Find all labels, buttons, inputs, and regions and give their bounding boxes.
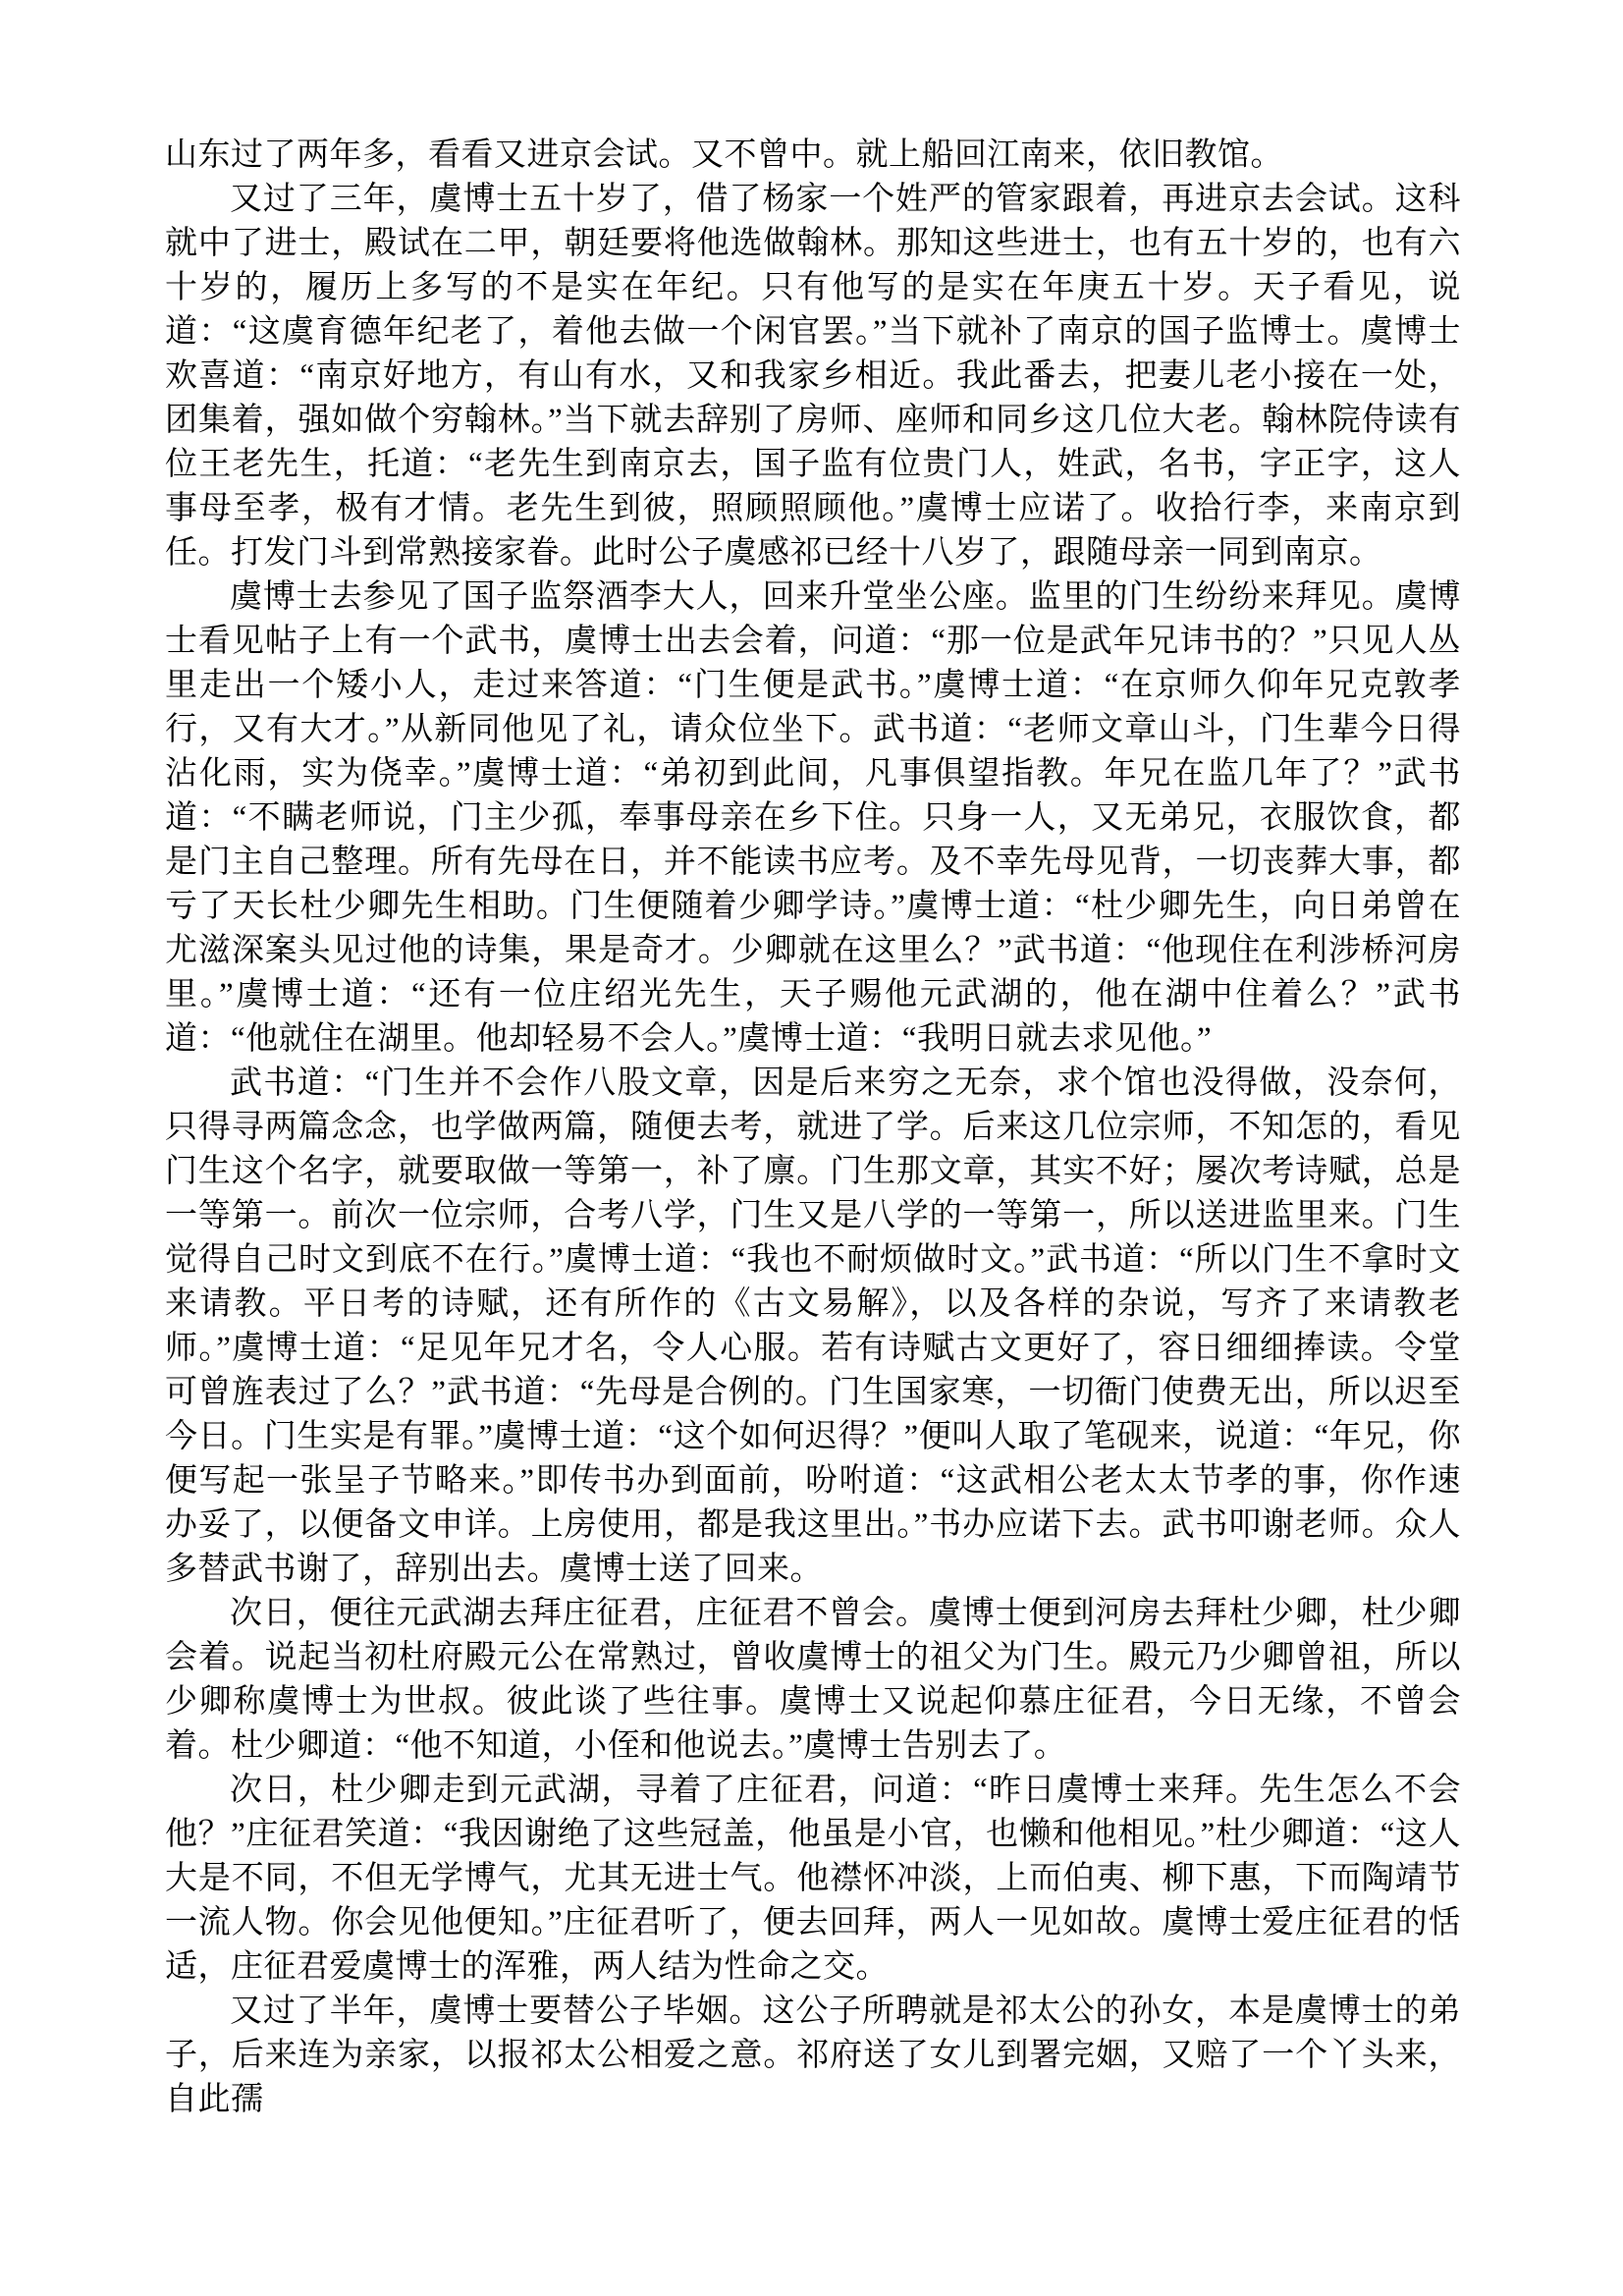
paragraph-5: 次日，便往元武湖去拜庄征君，庄征君不曾会。虞博士便到河房去拜杜少卿，杜少卿会着。说起当初杜府殿元公在常熟过，曾收虞博士的祖父为门生。殿元乃少卿曾祖，所以少卿称虞博士为世叔。彼此谈了些往事。虞博士又说起仰慕庄征君，今日无缘，不曾会着。杜少卿道：“他不知道，小侄和他说去。”虞博士告别去了。 <box>165 1596 1461 1764</box>
paragraph-7: 又过了半年，虞博士要替公子毕姻。这公子所聘就是祁太公的孙女，本是虞博士的弟子，后来连为亲家，以报祁太公相爱之意。祁府送了女儿到署完姻，又赔了一个丫头来，自此孺 <box>165 1994 1461 2117</box>
paragraph-1: 山东过了两年多，看看又进京会试。又不曾中。就上船回江南来，依旧教馆。 <box>165 137 1283 173</box>
paragraph-6: 次日，杜少卿走到元武湖，寻着了庄征君，问道：“昨日虞博士来拜。先生怎么不会他？”庄征君笑道：“我因谢绝了这些冠盖，他虽是小官，也懒和他相见。”杜少卿道：“这人大是不同，不但无学博气，尤其无进士气。他襟怀冲淡，上而伯夷、柳下惠，下而陶靖节一流人物。你会见他便知。”庄征君听了，便去回拜，两人一见如故。虞博士爱庄征君的恬适，庄征君爱虞博士的浑雅，两人结为性命之交。 <box>165 1773 1461 1985</box>
paragraph-4: 武书道：“门生并不会作八股文章，因是后来穷之无奈，求个馆也没得做，没奈何，只得寻两篇念念，也学做两篇，随便去考，就进了学。后来这几位宗师，不知怎的，看见门生这个名字，就要取做一等第一，补了廪。门生那文章，其实不好；屡次考诗赋，总是一等第一。前次一位宗师，合考八学，门生又是八学的一等第一，所以送进监里来。门生觉得自己时文到底不在行。”虞博士道：“我也不耐烦做时文。”武书道：“所以门生不拿时文来请教。平日考的诗赋，还有所作的《古文易解》，以及各样的杂说，写齐了来请教老师。”虞博士道：“足见年兄才名，令人心服。若有诗赋古文更好了，容日细细捧读。令堂可曾旌表过了么？”武书道：“先母是合例的。门生国家寒，一切衙门使费无出，所以迟至今日。门生实是有罪。”虞博士道：“这个如何迟得？”便叫人取了笔砚来，说道：“年兄，你便写起一张呈子节略来。”即传书办到面前，吩咐道：“这武相公老太太节孝的事，你作速办妥了，以便备文申详。上房使用，都是我这里出。”书办应诺下去。武书叩谢老师。众人多替武书谢了，辞别出去。虞博士送了回来。 <box>165 1066 1461 1587</box>
paragraph-2: 又过了三年，虞博士五十岁了，借了杨家一个姓严的管家跟着，再进京去会试。这科就中了进士，殿试在二甲，朝廷要将他选做翰林。那知这些进士，也有五十岁的，也有六十岁的，履历上多写的不是实在年纪。只有他写的是实在年庚五十岁。天子看见，说道：“这虞育德年纪老了，着他去做一个闲官罢。”当下就补了南京的国子监博士。虞博士欢喜道：“南京好地方，有山有水，又和我家乡相近。我此番去，把妻儿老小接在一处，团集着，强如做个穷翰林。”当下就去辞别了房师、座师和同乡这几位大老。翰林院侍读有位王老先生，托道：“老先生到南京去，国子监有位贵门人，姓武，名书，字正字，这人事母至孝，极有才情。老先生到彼，照顾照顾他。”虞博士应诺了。收拾行李，来南京到任。打发门斗到常熟接家眷。此时公子虞感祁已经十八岁了，跟随母亲一同到南京。 <box>165 182 1461 571</box>
paragraph-3: 虞博士去参见了国子监祭酒李大人，回来升堂坐公座。监里的门生纷纷来拜见。虞博士看见帖子上有一个武书，虞博士出去会着，问道：“那一位是武年兄讳书的？”只见人丛里走出一个矮小人，走过来答道：“门生便是武书。”虞博士道：“在京师久仰年兄克敦孝行，又有大才。”从新同他见了礼，请众位坐下。武书道：“老师文章山斗，门生辈今日得沾化雨，实为侥幸。”虞博士道：“弟初到此间，凡事俱望指教。年兄在监几年了？”武书道：“不瞒老师说，门主少孤，奉事母亲在乡下住。只身一人，又无弟兄，衣服饮食，都是门主自己整理。所有先母在日，并不能读书应考。及不幸先母见背，一切丧葬大事，都亏了天长杜少卿先生相助。门生便随着少卿学诗。”虞博士道：“杜少卿先生，向日弟曾在尤滋深案头见过他的诗集，果是奇才。少卿就在这里么？”武书道：“他现住在利涉桥河房里。”虞博士道：“还有一位庄绍光先生，天子赐他元武湖的，他在湖中住着么？”武书道：“他就住在湖里。他却轻易不会人。”虞博士道：“我明日就去求见他。” <box>165 579 1461 1057</box>
text-body <box>165 134 1461 2122</box>
